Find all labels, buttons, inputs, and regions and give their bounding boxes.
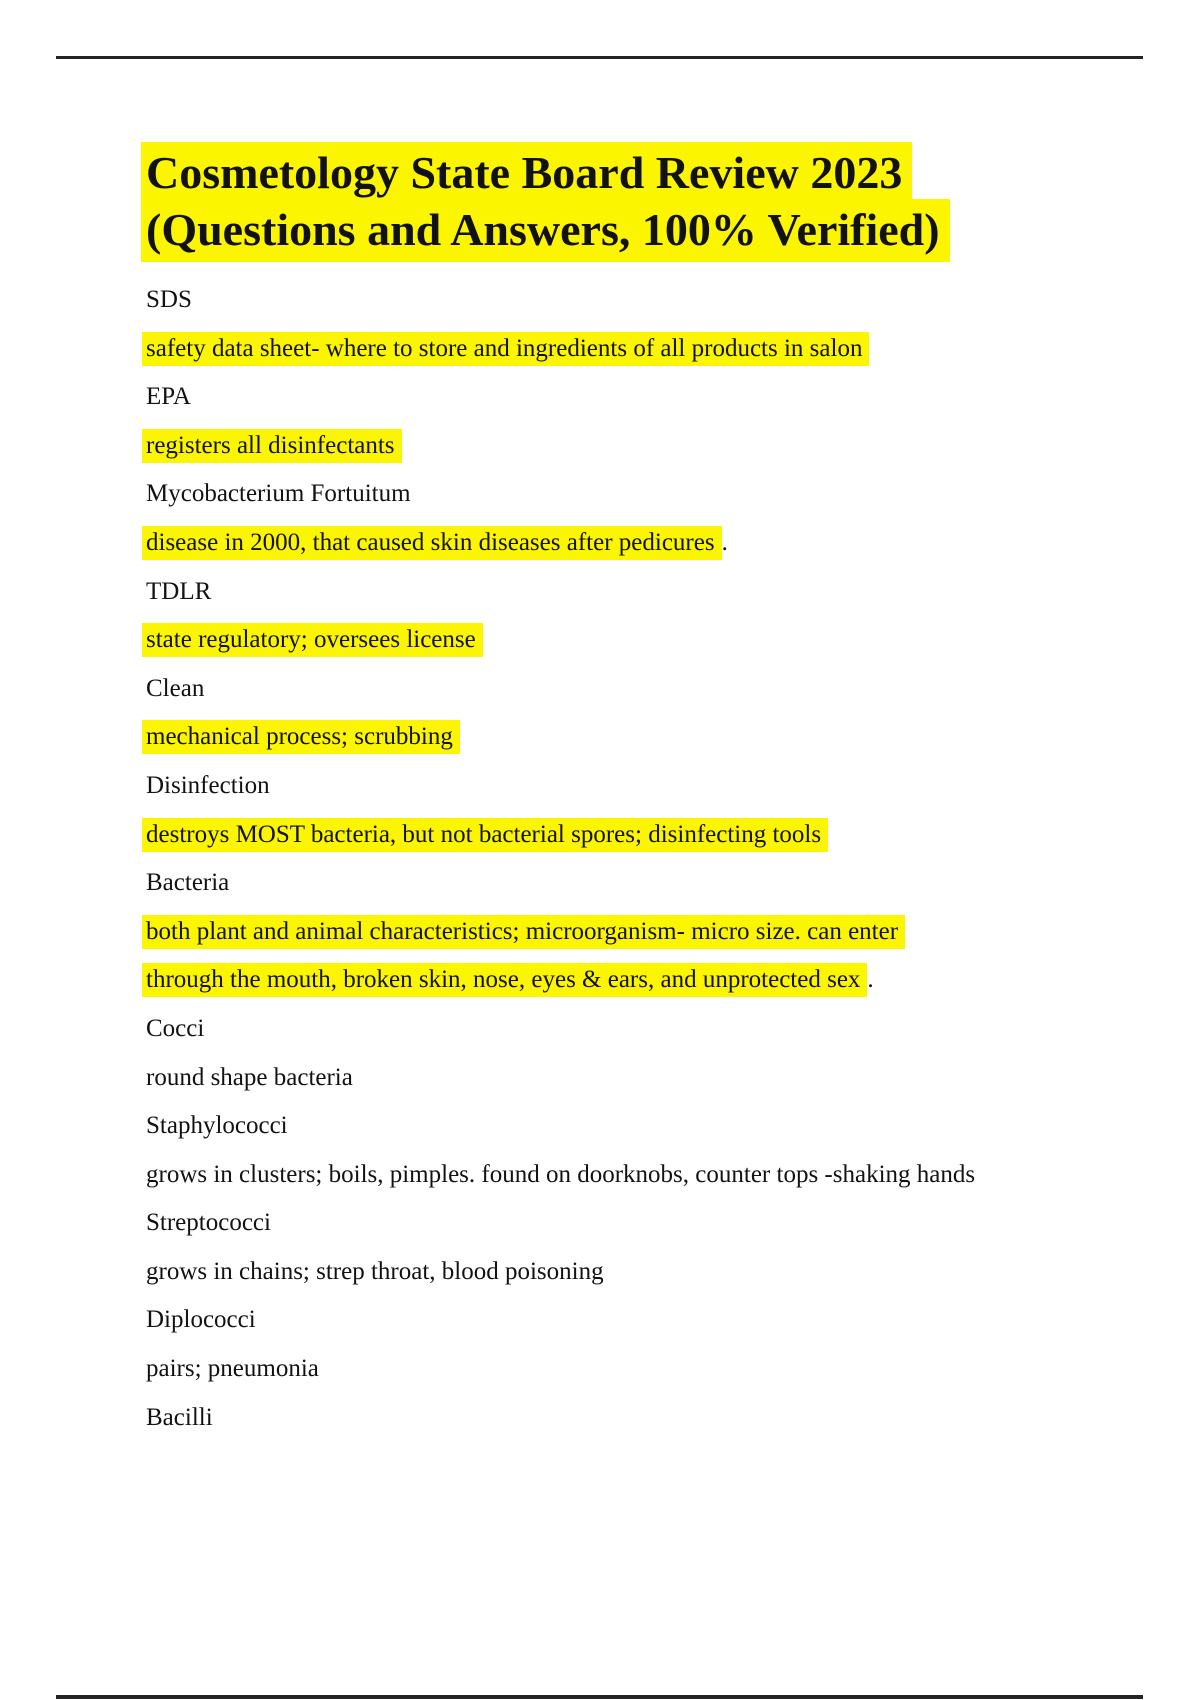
qa-line bbox=[146, 373, 1156, 422]
document-title bbox=[146, 144, 1156, 258]
qa-line bbox=[146, 859, 1156, 908]
highlighted-answer-text: disease in 2000, that caused skin diseases after pedicures bbox=[142, 526, 722, 560]
qa-line bbox=[146, 1151, 1156, 1200]
qa-line bbox=[146, 713, 1156, 762]
highlighted-answer-text: destroys MOST bacteria, but not bacterial spores; disinfecting tools bbox=[142, 818, 828, 852]
title-line-2 bbox=[146, 201, 1156, 258]
top-rule bbox=[56, 56, 1143, 59]
qa-line bbox=[146, 956, 1156, 1005]
plain-text: Cocci bbox=[146, 1014, 205, 1042]
plain-text: Bacilli bbox=[146, 1403, 213, 1431]
qa-line bbox=[146, 325, 1156, 374]
highlighted-answer-text: mechanical process; scrubbing bbox=[142, 720, 460, 754]
qa-line bbox=[146, 1054, 1156, 1103]
qa-line bbox=[146, 470, 1156, 519]
highlighted-answer-text: both plant and animal characteristics; microorganism- micro size. can enter bbox=[142, 915, 905, 949]
plain-text: pairs; pneumonia bbox=[146, 1355, 319, 1383]
plain-text: round shape bacteria bbox=[146, 1063, 353, 1091]
unhighlighted-suffix: . bbox=[867, 966, 874, 994]
plain-text: EPA bbox=[146, 383, 191, 411]
qa-list bbox=[146, 276, 1156, 1442]
qa-line bbox=[146, 811, 1156, 860]
title-highlight-1: Cosmetology State Board Review 2023 bbox=[141, 142, 912, 205]
unhighlighted-suffix: . bbox=[721, 528, 728, 556]
qa-line bbox=[146, 1199, 1156, 1248]
plain-text: SDS bbox=[146, 286, 192, 313]
qa-line bbox=[146, 616, 1156, 665]
plain-text: grows in clusters; boils, pimples. found on doorknobs, counter tops -shaking hands bbox=[146, 1160, 976, 1188]
plain-text: Disinfection bbox=[146, 771, 270, 799]
qa-line bbox=[146, 665, 1156, 714]
plain-text: grows in chains; strep throat, blood poisoning bbox=[146, 1257, 604, 1285]
plain-text: Staphylococci bbox=[146, 1112, 288, 1140]
qa-line bbox=[146, 276, 1156, 325]
qa-line bbox=[146, 422, 1156, 471]
plain-text: Streptococci bbox=[146, 1209, 271, 1237]
plain-text: Mycobacterium Fortuitum bbox=[146, 480, 411, 508]
title-line-1 bbox=[146, 144, 1156, 201]
qa-line bbox=[146, 1394, 1156, 1443]
plain-text: Diplococci bbox=[146, 1306, 256, 1334]
qa-line bbox=[146, 762, 1156, 811]
highlighted-answer-text: state regulatory; oversees license bbox=[142, 623, 483, 657]
qa-line bbox=[146, 1005, 1156, 1054]
qa-line bbox=[146, 908, 1156, 957]
highlighted-answer-text: through the mouth, broken skin, nose, eyes & ears, and unprotected sex bbox=[142, 963, 867, 997]
qa-line bbox=[146, 1296, 1156, 1345]
bottom-rule bbox=[56, 1695, 1143, 1699]
plain-text: Bacteria bbox=[146, 869, 230, 897]
qa-line bbox=[146, 1345, 1156, 1394]
qa-line bbox=[146, 519, 1156, 568]
plain-text: TDLR bbox=[146, 577, 212, 605]
qa-line bbox=[146, 1248, 1156, 1297]
page-content bbox=[146, 144, 1156, 1442]
qa-line bbox=[146, 568, 1156, 617]
title-highlight-2: (Questions and Answers, 100% Verified) bbox=[141, 199, 950, 262]
plain-text: Clean bbox=[146, 674, 205, 702]
qa-line bbox=[146, 1102, 1156, 1151]
highlighted-answer-text: registers all disinfectants bbox=[142, 429, 402, 463]
highlighted-answer-text: safety data sheet- where to store and ingredients of all products in salon bbox=[142, 332, 869, 366]
